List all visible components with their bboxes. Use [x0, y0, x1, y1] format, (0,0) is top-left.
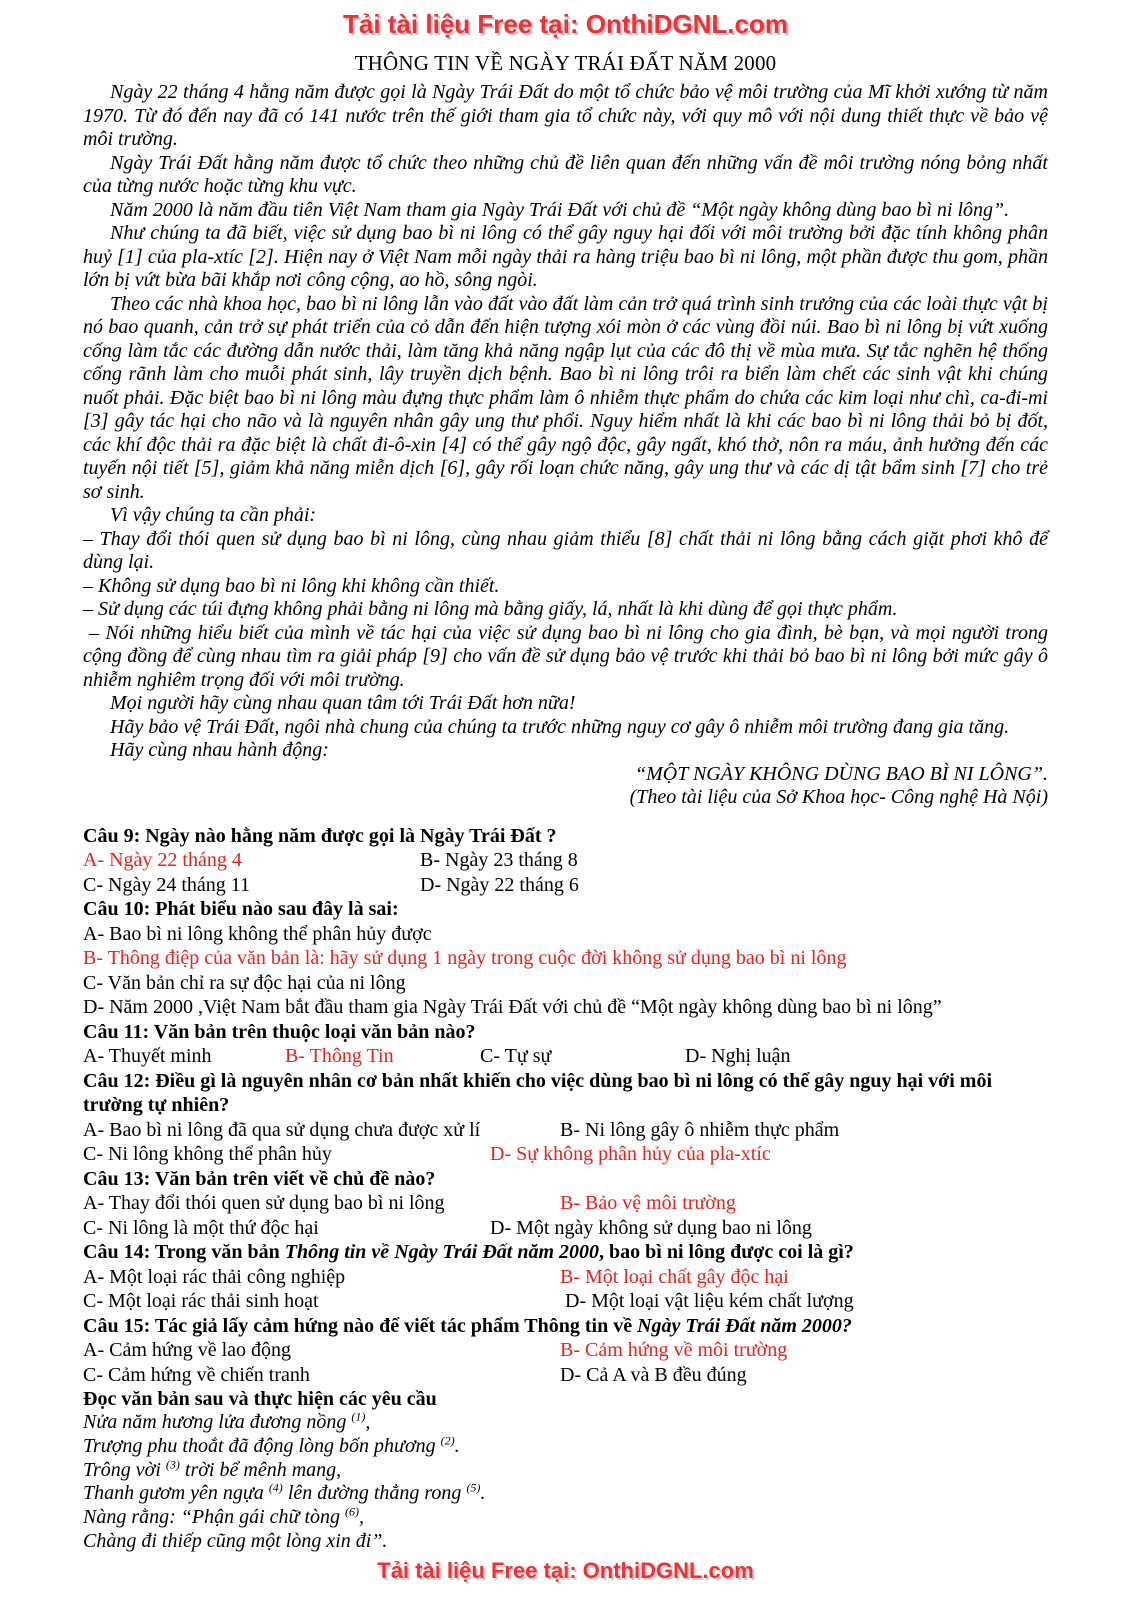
question-12-option-d: D- Sự không phân hủy của pla-xtíc	[490, 1143, 771, 1165]
question-11-title: Câu 11: Văn bản trên thuộc loại văn bản nào?	[83, 1020, 476, 1043]
question-10-option-b: B- Thông điệp của văn bản là: hãy sử dụng 1 ngày trong cuộc đời không sử dụng bao bì ni lông	[83, 947, 847, 969]
question-10-option-d: D- Năm 2000 ,Việt Nam bắt đầu tham gia Ngày Trái Đất với chủ đề “Một ngày không dùng bao bì ni lông”	[83, 996, 942, 1018]
question-14-option-c: C- Một loại rác thải sinh hoạt	[83, 1290, 319, 1312]
article-list-item-2: – Không sử dụng bao bì ni lông khi không cần thiết.	[83, 574, 500, 597]
question-15	[83, 1314, 1048, 1388]
question-13-option-c: C- Ni lông là một thứ độc hại	[83, 1216, 319, 1239]
article-list-item-3: – Sử dụng các túi đựng không phải bằng ni lông mà bằng giấy, lá, nhất là khi dùng để gọi thực phẩm.	[83, 598, 898, 620]
question-9-title: Câu 9: Ngày nào hằng năm được gọi là Ngày Trái Đất ?	[83, 824, 557, 847]
question-10-title: Câu 10: Phát biểu nào sau đây là sai:	[83, 898, 399, 920]
question-11-option-c: C- Tự sự	[480, 1045, 552, 1067]
question-12-option-c: C- Ni lông không thể phân hủy	[83, 1143, 332, 1165]
poem-line-3: Trông vời $^{(3)}$ trời bể mênh mang,	[83, 1456, 342, 1481]
question-9-option-d: D- Ngày 22 tháng 6	[420, 873, 579, 896]
question-10-option-c: C- Văn bản chỉ ra sự độc hại của ni lông	[83, 971, 406, 994]
question-11	[83, 1020, 1048, 1069]
article-body	[83, 81, 1048, 810]
poem-line-6: Chàng đi thiếp cũng một lòng xin đi”.	[83, 1529, 388, 1552]
question-9-option-a: A- Ngày 22 tháng 4	[83, 849, 242, 871]
question-12	[83, 1069, 1048, 1167]
questions-section	[83, 824, 1048, 1388]
question-15-title: Câu 15: Tác giả lấy cảm hứng nào để viết tác phẩm Thông tin về Ngày Trái Đất năm 2000?	[83, 1314, 852, 1337]
article-paragraph-9: Hãy cùng nhau hành động:	[110, 739, 329, 761]
poem-line-1: Nửa năm hương lửa đương nồng $^{(1)}$,	[83, 1409, 371, 1433]
question-13	[83, 1167, 1048, 1241]
article-paragraph-3: Năm 2000 là năm đầu tiên Việt Nam tham gia Ngày Trái Đất với chủ đề “Một ngày không dùng bao bì ni lông”.	[110, 198, 1010, 221]
article-list-item-4: – Nói những hiểu biết của mình về tác hại của việc sử dụng bao bì ni lông cho gia đình, bè bạn, và mọi người trong cộng đồng để cùng nhau tìm ra giải pháp [9] cho vấn đề sử dụng bảo vệ trước khi thải bỏ bao bì ni lông bởi mức gây ô nhiễm nghiêm trọng đối với môi trường.	[83, 621, 1048, 691]
question-11-option-a: A- Thuyết minh	[83, 1045, 212, 1067]
question-14-title: Câu 14: Trong văn bản Thông tin về Ngày Trái Đất năm 2000, bao bì ni lông được coi là gì?	[83, 1241, 854, 1263]
question-13-title: Câu 13: Văn bản trên viết về chủ đề nào?	[83, 1167, 436, 1190]
question-15-option-a: A- Cảm hứng về lao động	[83, 1339, 292, 1361]
question-10-option-a: A- Bao bì ni lông không thể phân hủy được	[83, 922, 432, 945]
question-11-option-d: D- Nghị luận	[685, 1045, 791, 1067]
question-12-option-a: A- Bao bì ni lông đã qua sử dụng chưa được xử lí	[83, 1118, 481, 1141]
question-13-option-a: A- Thay đổi thói quen sử dụng bao bì ni lông	[83, 1192, 445, 1214]
question-15-option-b: B- Cảm hứng về môi trường	[560, 1339, 788, 1361]
question-14	[83, 1240, 1048, 1314]
article-paragraph-8: Hãy bảo vệ Trái Đất, ngôi nhà chung của chúng ta trước những nguy cơ gây ô nhiễm môi trường đang gia tăng.	[110, 715, 1010, 738]
poem-line-4: Thanh gươm yên ngựa $^{(4)}$ lên đường thẳng rong $^{(5)}$.	[83, 1480, 486, 1505]
article-list-item-1: – Thay đổi thói quen sử dụng bao bì ni lông, cùng nhau giảm thiểu [8] chất thải ni lông bằng cách giặt phơi khô để dùng lại.	[83, 527, 1048, 573]
article-paragraph-2: Ngày Trái Đất hằng năm được tổ chức theo những chủ đề liên quan đến những vấn đề môi trường nóng bỏng nhất của từng nước hoặc từng khu vực.	[83, 151, 1048, 197]
promo-banner-bottom[interactable]: Tải tài liệu Free tại: OnthiDGNL.com	[377, 1558, 754, 1583]
poem-line-2: Trượng phu thoắt đã động lòng bốn phương $^{(2)}$.	[83, 1433, 460, 1457]
question-14-option-b: B- Một loại chất gây độc hại	[560, 1265, 789, 1288]
question-13-option-d: D- Một ngày không sử dụng bao ni lông	[490, 1216, 812, 1239]
question-12-option-b: B- Ni lông gây ô nhiễm thực phẩm	[560, 1118, 840, 1141]
article-source-credit: (Theo tài liệu của Sở Khoa học- Công nghệ Hà Nội)	[629, 786, 1048, 808]
question-10	[83, 897, 1048, 1020]
question-15-option-c: C- Cảm hứng về chiến tranh	[83, 1363, 310, 1386]
poem-excerpt	[83, 1411, 1048, 1554]
article-paragraph-5: Theo các nhà khoa học, bao bì ni lông lẫn vào đất vào đất làm cản trở quá trình sinh trưởng của các loài thực vật bị nó bao quanh, cản trở sự phát triển của cỏ dẫn đến hiện tượng xói mòn ở các vùng đồi núi. Bao bì ni lông bị vứt xuống cống làm tắc các đường dẫn nước thải, làm tăng khả năng ngập lụt của các đô thị về mùa mưa. Sự tắc nghẽn hệ thống cống rãnh làm cho muỗi phát sinh, lây truyền dịch bệnh. Bao bì ni lông trôi ra biển làm chết các sinh vật khi chúng nuốt phải. Đặc biệt bao bì ni lông màu đựng thực phẩm làm ô nhiễm thực phẩm do chứa các kim loại như chì, ca-đi-mi [3] gây tác hại cho não và là nguyên nhân gây ung thư phổi. Nguy hiểm nhất là khi các bao bì ni lông thải bỏ bị đốt, các khí độc thải ra đặc biệt là chất đi-ô-xin [4] có thể gây ngộ độc, gây ngất, khó thở, nôn ra máu, ảnh hưởng đến các tuyến nội tiết [5], giảm khả năng miễn dịch [6], gây rối loạn chức năng, gây ung thư và các dị tật bẩm sinh [7] cho trẻ sơ sinh.	[83, 292, 1048, 503]
reading-task	[83, 1387, 1048, 1411]
question-15-option-d: D- Cả A và B đều đúng	[560, 1363, 747, 1386]
poem-line-5: Nàng rằng: “Phận gái chữ tòng $^{(6)}$,	[83, 1504, 365, 1529]
promo-banner-top[interactable]: Tải tài liệu Free tại: OnthiDGNL.com	[343, 9, 788, 39]
article-paragraph-7: Mọi người hãy cùng nhau quan tâm tới Trái Đất hơn nữa!	[110, 692, 576, 714]
reading-heading: Đọc văn bản sau và thực hiện các yêu cầu	[83, 1388, 437, 1410]
article-paragraph-6: Vì vậy chúng ta cần phải:	[110, 504, 317, 526]
article-slogan: “MỘT NGÀY KHÔNG DÙNG BAO BÌ NI LÔNG”.	[634, 762, 1048, 785]
question-14-option-d: D- Một loại vật liệu kém chất lượng	[565, 1290, 854, 1312]
question-9-option-b: B- Ngày 23 tháng 8	[420, 849, 578, 871]
question-13-option-b: B- Bảo vệ môi trường	[560, 1192, 736, 1214]
question-9	[83, 824, 1048, 898]
document-title: THÔNG TIN VỀ NGÀY TRÁI ĐẤT NĂM 2000	[354, 51, 777, 75]
article-paragraph-1: Ngày 22 tháng 4 hằng năm được gọi là Ngày Trái Đất do một tổ chức bảo vệ môi trường của Mĩ khởi xướng từ năm 1970. Từ đó đến nay đã có 141 nước trên thế giới tham gia tổ chức này, với quy mô với nội dung thiết thực về bảo vệ môi trường.	[83, 81, 1048, 150]
question-12-title: Câu 12: Điều gì là nguyên nhân cơ bản nhất khiến cho việc dùng bao bì ni lông có thể gây nguy hại với môi trường tự nhiên?	[83, 1069, 993, 1116]
article-paragraph-4: Như chúng ta đã biết, việc sử dụng bao bì ni lông có thể gây nguy hại đối với môi trường bởi đặc tính không phân huỷ [1] của pla-xtíc [2]. Hiện nay ở Việt Nam mỗi ngày thải ra hàng triệu bao bì ni lông, một phần được thu gom, phần lớn bị vứt bừa bãi khắp nơi công cộng, ao hồ, sông ngòi.	[83, 222, 1048, 291]
question-9-option-c: C- Ngày 24 tháng 11	[83, 873, 251, 896]
question-14-option-a: A- Một loại rác thải công nghiệp	[83, 1265, 346, 1288]
question-11-option-b: B- Thông Tin	[285, 1045, 394, 1067]
